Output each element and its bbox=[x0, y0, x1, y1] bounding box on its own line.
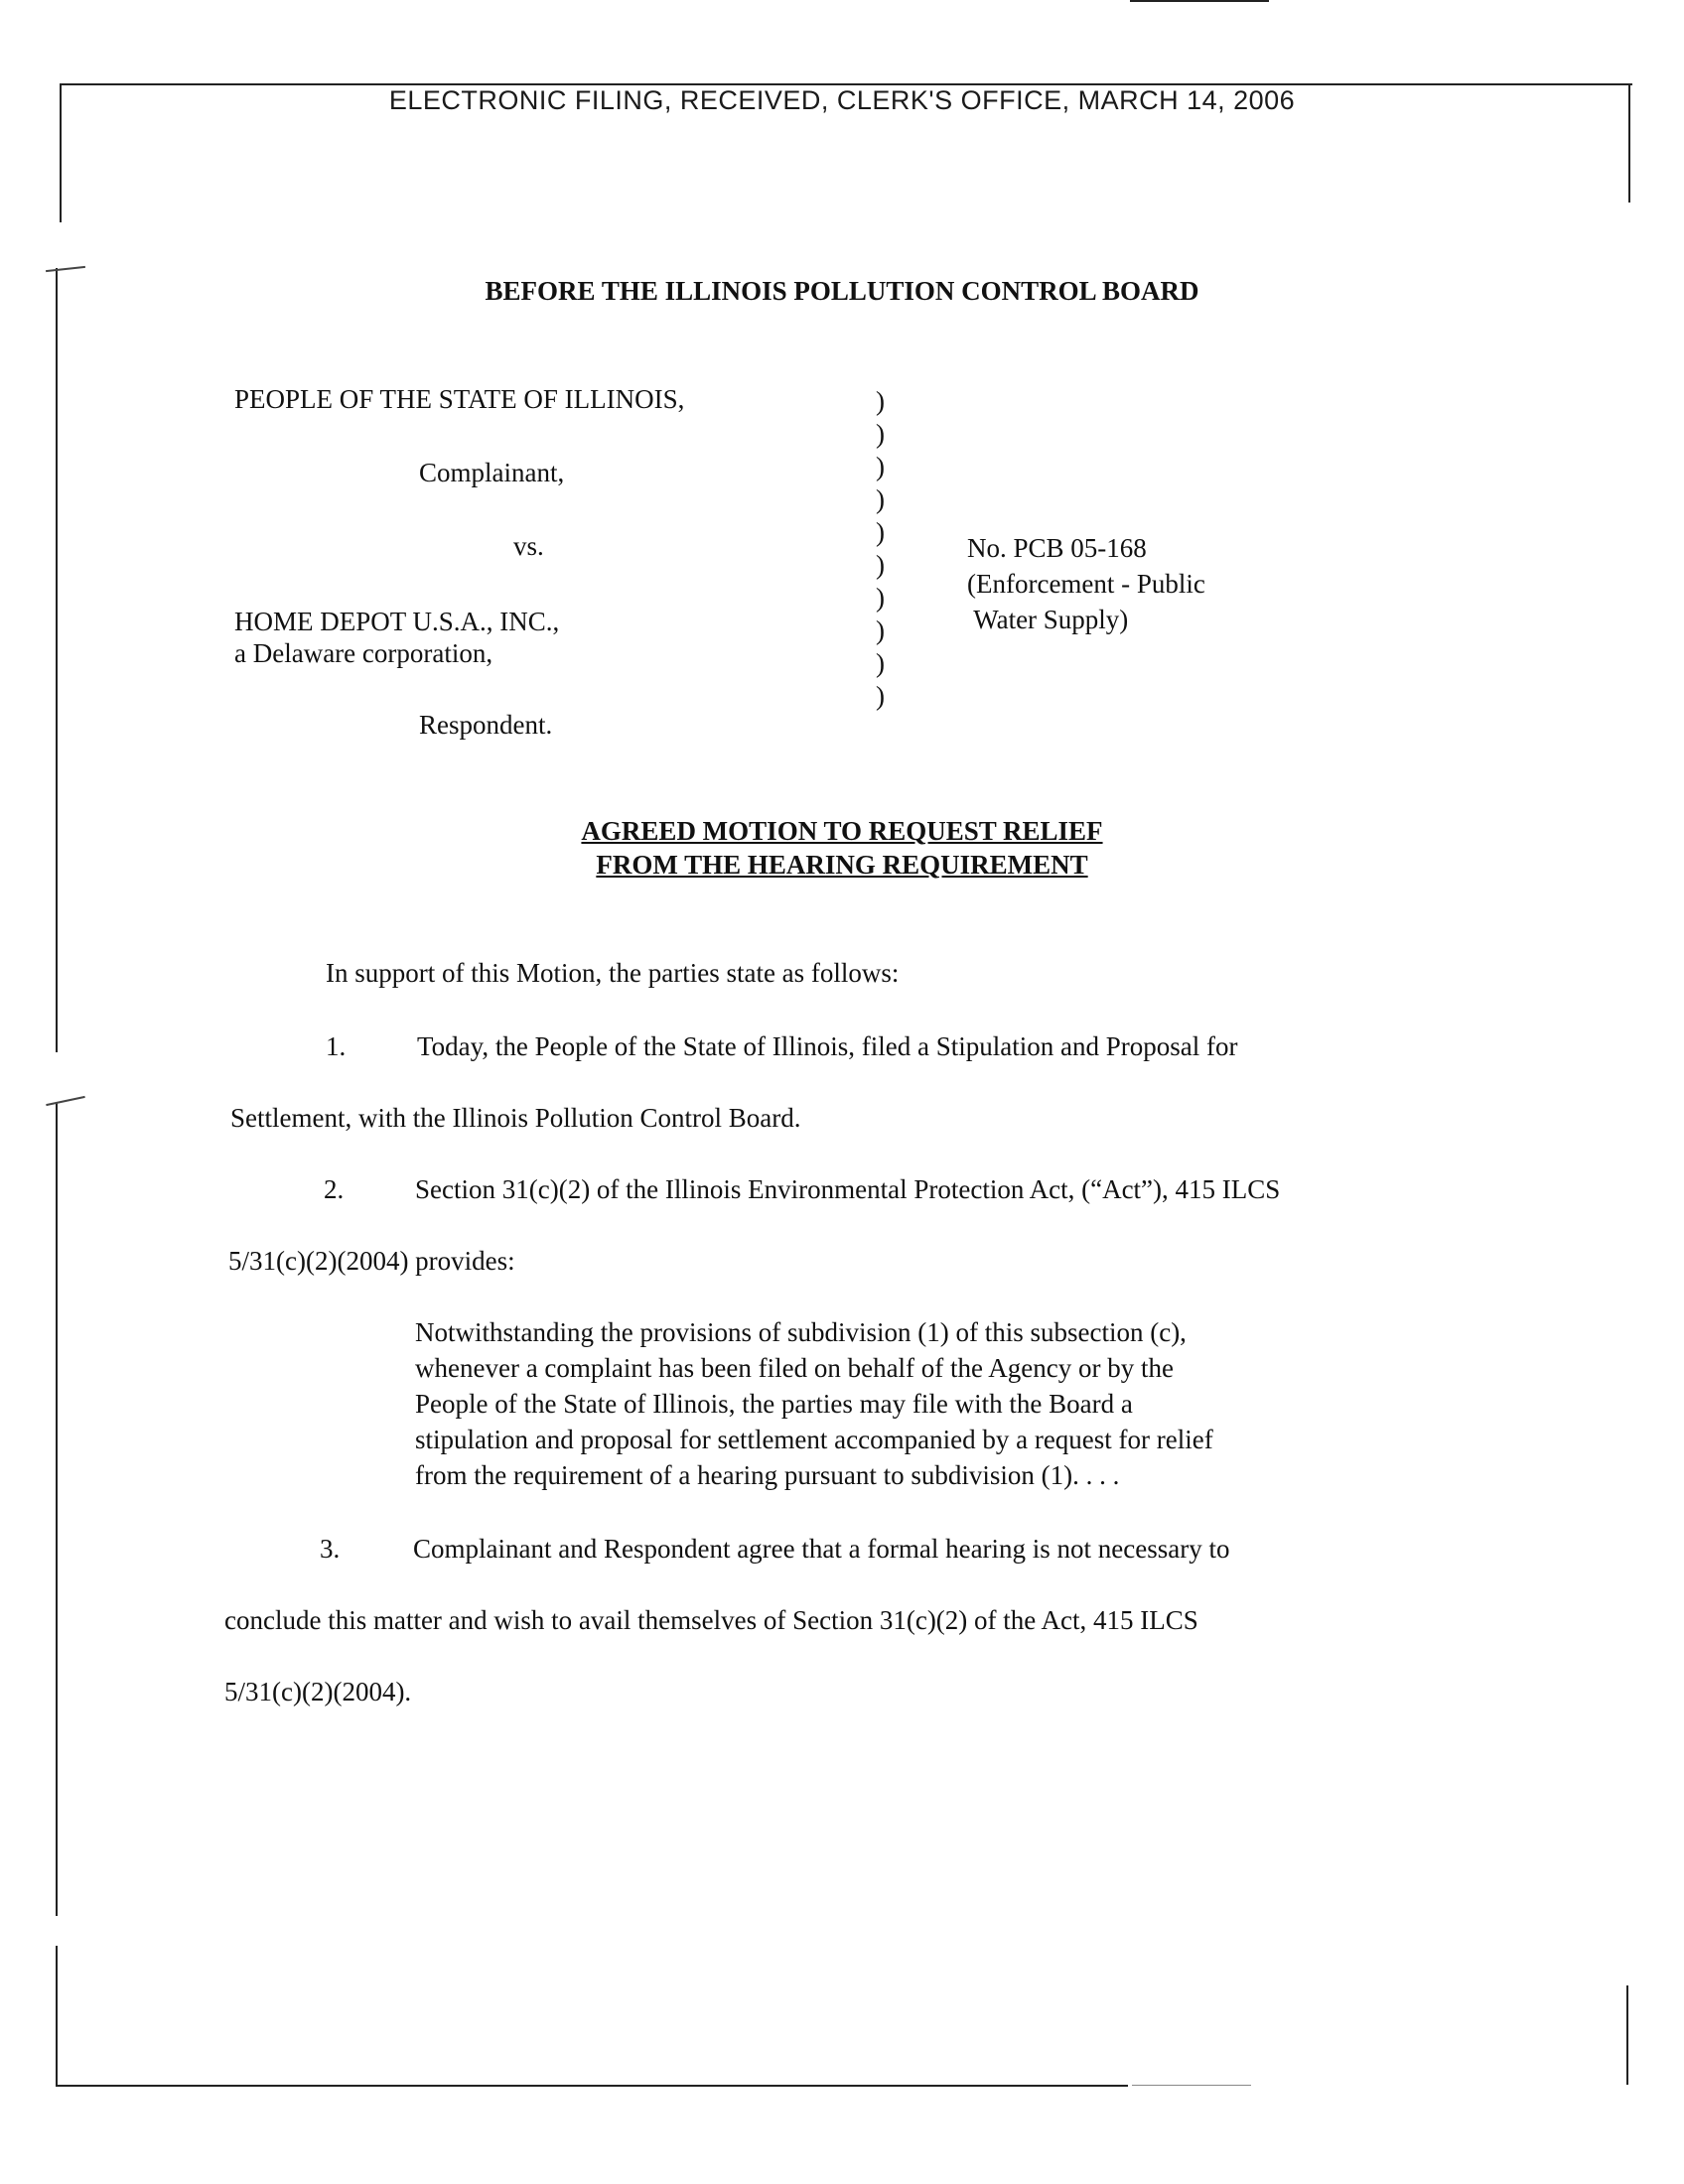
intro-paragraph: In support of this Motion, the parties state as follows: bbox=[326, 958, 900, 988]
frame-border-left bbox=[56, 1102, 58, 1916]
quote-line: People of the State of Illinois, the parties may file with the Board a bbox=[415, 1389, 1133, 1419]
scan-mark bbox=[1130, 0, 1269, 2]
caption-bracket: ) bbox=[876, 386, 885, 416]
case-type: (Enforcement - Public bbox=[967, 569, 1205, 599]
frame-border-bottom bbox=[1132, 2085, 1251, 2086]
case-number: No. PCB 05-168 bbox=[967, 533, 1147, 563]
quote-line: whenever a complaint has been filed on behalf of the Agency or by the bbox=[415, 1353, 1174, 1383]
paragraph-text: Today, the People of the State of Illinois, filed a Stipulation and Proposal for bbox=[417, 1031, 1238, 1061]
caption-bracket: ) bbox=[876, 550, 885, 580]
paragraph-text: 5/31(c)(2)(2004) provides: bbox=[228, 1246, 515, 1276]
paragraph-text: Section 31(c)(2) of the Illinois Environmental Protection Act, (“Act”), 415 ILCS bbox=[415, 1174, 1281, 1204]
paragraph-number: 3. bbox=[320, 1534, 341, 1564]
caption-bracket: ) bbox=[876, 681, 885, 711]
caption-bracket: ) bbox=[876, 615, 885, 645]
scan-mark bbox=[46, 1096, 85, 1106]
paragraph-number: 1. bbox=[326, 1031, 347, 1061]
respondent-role: Respondent. bbox=[419, 710, 553, 740]
motion-title-line: AGREED MOTION TO REQUEST RELIEF bbox=[581, 816, 1103, 846]
frame-border-left bbox=[56, 268, 58, 1052]
complainant-role: Complainant, bbox=[419, 458, 565, 487]
caption-bracket: ) bbox=[876, 484, 885, 514]
filing-stamp: ELECTRONIC FILING, RECEIVED, CLERK'S OFFICE, MARCH 14, 2006 bbox=[388, 85, 1296, 115]
complainant-name: PEOPLE OF THE STATE OF ILLINOIS, bbox=[234, 384, 685, 414]
case-info bbox=[967, 530, 1205, 637]
versus-label: vs. bbox=[513, 531, 544, 561]
frame-border-left bbox=[56, 1946, 58, 2085]
respondent-description: a Delaware corporation, bbox=[234, 638, 493, 668]
frame-border-right bbox=[1626, 1985, 1628, 2085]
paragraph-text: Settlement, with the Illinois Pollution Control Board. bbox=[230, 1103, 801, 1133]
caption-bracket: ) bbox=[876, 583, 885, 613]
quote-line: stipulation and proposal for settlement accompanied by a request for relief bbox=[415, 1425, 1213, 1454]
respondent-name: HOME DEPOT U.S.A., INC., bbox=[234, 607, 560, 636]
caption-bracket: ) bbox=[876, 419, 885, 449]
caption-bracket: ) bbox=[876, 517, 885, 547]
caption-bracket-column bbox=[876, 383, 885, 711]
paragraph-number: 2. bbox=[324, 1174, 345, 1204]
motion-title-line: FROM THE HEARING REQUIREMENT bbox=[596, 850, 1088, 880]
quote-line: Notwithstanding the provisions of subdivision (1) of this subsection (c), bbox=[415, 1317, 1187, 1347]
case-type: Water Supply) bbox=[967, 605, 1129, 634]
quote-line: from the requirement of a hearing pursuant to subdivision (1). . . . bbox=[415, 1460, 1120, 1490]
board-title: BEFORE THE ILLINOIS POLLUTION CONTROL BOARD bbox=[485, 276, 1199, 306]
paragraph-text: 5/31(c)(2)(2004). bbox=[224, 1677, 412, 1706]
caption-bracket: ) bbox=[876, 452, 885, 481]
paragraph-text: conclude this matter and wish to avail themselves of Section 31(c)(2) of the Act, 415 ILCS bbox=[224, 1605, 1198, 1635]
motion-title bbox=[0, 814, 1684, 882]
scan-mark bbox=[46, 266, 85, 272]
block-quote bbox=[415, 1314, 1368, 1493]
caption-bracket: ) bbox=[876, 648, 885, 678]
frame-border-bottom bbox=[56, 2085, 1128, 2087]
paragraph-text: Complainant and Respondent agree that a formal hearing is not necessary to bbox=[413, 1534, 1230, 1564]
